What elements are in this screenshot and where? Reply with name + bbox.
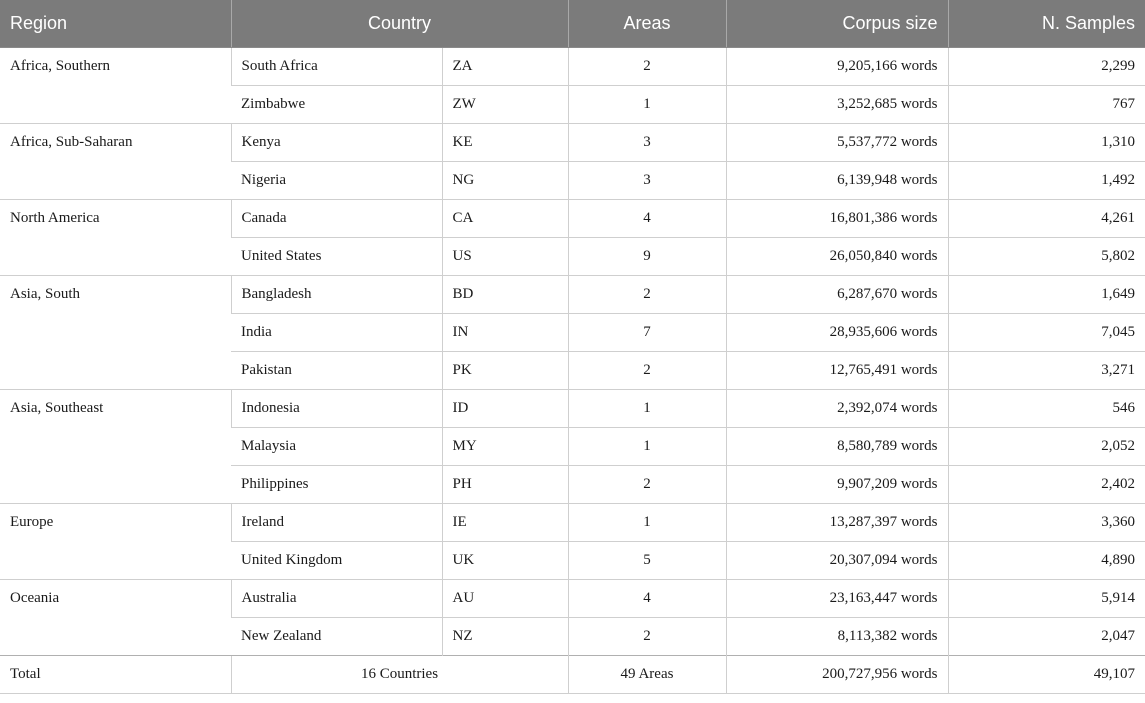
country-name: Nigeria xyxy=(231,162,442,200)
country-name: South Africa xyxy=(231,48,442,86)
corpus-size: 9,907,209 words xyxy=(726,466,948,504)
n-samples: 5,914 xyxy=(948,580,1145,618)
country-name: Pakistan xyxy=(231,352,442,390)
country-name: India xyxy=(231,314,442,352)
country-name: United States xyxy=(231,238,442,276)
header-n-samples: N. Samples xyxy=(948,0,1145,48)
region-name: Asia, Southeast xyxy=(0,390,231,504)
country-name: United Kingdom xyxy=(231,542,442,580)
table-body xyxy=(0,48,1145,694)
n-samples: 1,310 xyxy=(948,124,1145,162)
country-name: Malaysia xyxy=(231,428,442,466)
corpus-size: 16,801,386 words xyxy=(726,200,948,238)
country-name: Australia xyxy=(231,580,442,618)
total-corpus-size: 200,727,956 words xyxy=(726,656,948,694)
areas-count: 5 xyxy=(568,542,726,580)
region-name: Oceania xyxy=(0,580,231,656)
header-row xyxy=(0,0,1145,48)
corpus-size: 12,765,491 words xyxy=(726,352,948,390)
country-code: UK xyxy=(442,542,568,580)
header-corpus-size: Corpus size xyxy=(726,0,948,48)
country-code: NZ xyxy=(442,618,568,656)
areas-count: 3 xyxy=(568,162,726,200)
country-code: AU xyxy=(442,580,568,618)
n-samples: 1,492 xyxy=(948,162,1145,200)
country-name: Philippines xyxy=(231,466,442,504)
corpus-size: 23,163,447 words xyxy=(726,580,948,618)
country-code: CA xyxy=(442,200,568,238)
country-code: IE xyxy=(442,504,568,542)
country-code: ZW xyxy=(442,86,568,124)
table-row xyxy=(0,580,1145,618)
country-code: NG xyxy=(442,162,568,200)
table-row xyxy=(0,200,1145,238)
region-name: Asia, South xyxy=(0,276,231,390)
n-samples: 5,802 xyxy=(948,238,1145,276)
table-row xyxy=(0,390,1145,428)
country-code: US xyxy=(442,238,568,276)
total-countries: 16 Countries xyxy=(231,656,568,694)
areas-count: 1 xyxy=(568,504,726,542)
total-n-samples: 49,107 xyxy=(948,656,1145,694)
country-code: MY xyxy=(442,428,568,466)
corpus-size: 3,252,685 words xyxy=(726,86,948,124)
n-samples: 7,045 xyxy=(948,314,1145,352)
total-areas: 49 Areas xyxy=(568,656,726,694)
areas-count: 9 xyxy=(568,238,726,276)
areas-count: 7 xyxy=(568,314,726,352)
corpus-size: 2,392,074 words xyxy=(726,390,948,428)
table-row xyxy=(0,276,1145,314)
country-name: Indonesia xyxy=(231,390,442,428)
corpus-size: 20,307,094 words xyxy=(726,542,948,580)
total-label: Total xyxy=(0,656,231,694)
total-row xyxy=(0,656,1145,694)
corpus-size: 28,935,606 words xyxy=(726,314,948,352)
areas-count: 3 xyxy=(568,124,726,162)
country-code: BD xyxy=(442,276,568,314)
region-name: Africa, Southern xyxy=(0,48,231,124)
corpus-size: 5,537,772 words xyxy=(726,124,948,162)
areas-count: 2 xyxy=(568,48,726,86)
n-samples: 2,299 xyxy=(948,48,1145,86)
n-samples: 546 xyxy=(948,390,1145,428)
areas-count: 1 xyxy=(568,390,726,428)
header-areas: Areas xyxy=(568,0,726,48)
n-samples: 2,402 xyxy=(948,466,1145,504)
country-code: PH xyxy=(442,466,568,504)
areas-count: 1 xyxy=(568,428,726,466)
country-code: KE xyxy=(442,124,568,162)
table-header xyxy=(0,0,1145,48)
corpus-size: 26,050,840 words xyxy=(726,238,948,276)
table-row xyxy=(0,48,1145,86)
n-samples: 767 xyxy=(948,86,1145,124)
areas-count: 1 xyxy=(568,86,726,124)
country-name: Canada xyxy=(231,200,442,238)
region-name: Africa, Sub-Saharan xyxy=(0,124,231,200)
areas-count: 2 xyxy=(568,352,726,390)
areas-count: 4 xyxy=(568,580,726,618)
n-samples: 2,047 xyxy=(948,618,1145,656)
corpus-size: 6,287,670 words xyxy=(726,276,948,314)
country-name: Kenya xyxy=(231,124,442,162)
areas-count: 2 xyxy=(568,466,726,504)
n-samples: 1,649 xyxy=(948,276,1145,314)
n-samples: 4,261 xyxy=(948,200,1145,238)
header-country: Country xyxy=(231,0,568,48)
table-row xyxy=(0,124,1145,162)
country-code: ID xyxy=(442,390,568,428)
n-samples: 4,890 xyxy=(948,542,1145,580)
corpus-size: 8,113,382 words xyxy=(726,618,948,656)
areas-count: 2 xyxy=(568,276,726,314)
areas-count: 4 xyxy=(568,200,726,238)
n-samples: 3,360 xyxy=(948,504,1145,542)
country-code: PK xyxy=(442,352,568,390)
corpus-size: 9,205,166 words xyxy=(726,48,948,86)
country-name: Zimbabwe xyxy=(231,86,442,124)
country-name: New Zealand xyxy=(231,618,442,656)
header-region: Region xyxy=(0,0,231,48)
areas-count: 2 xyxy=(568,618,726,656)
country-name: Bangladesh xyxy=(231,276,442,314)
corpus-size: 13,287,397 words xyxy=(726,504,948,542)
corpus-size: 6,139,948 words xyxy=(726,162,948,200)
table-row xyxy=(0,504,1145,542)
n-samples: 2,052 xyxy=(948,428,1145,466)
country-code: IN xyxy=(442,314,568,352)
country-code: ZA xyxy=(442,48,568,86)
region-name: North America xyxy=(0,200,231,276)
corpus-size: 8,580,789 words xyxy=(726,428,948,466)
n-samples: 3,271 xyxy=(948,352,1145,390)
country-name: Ireland xyxy=(231,504,442,542)
region-name: Europe xyxy=(0,504,231,580)
